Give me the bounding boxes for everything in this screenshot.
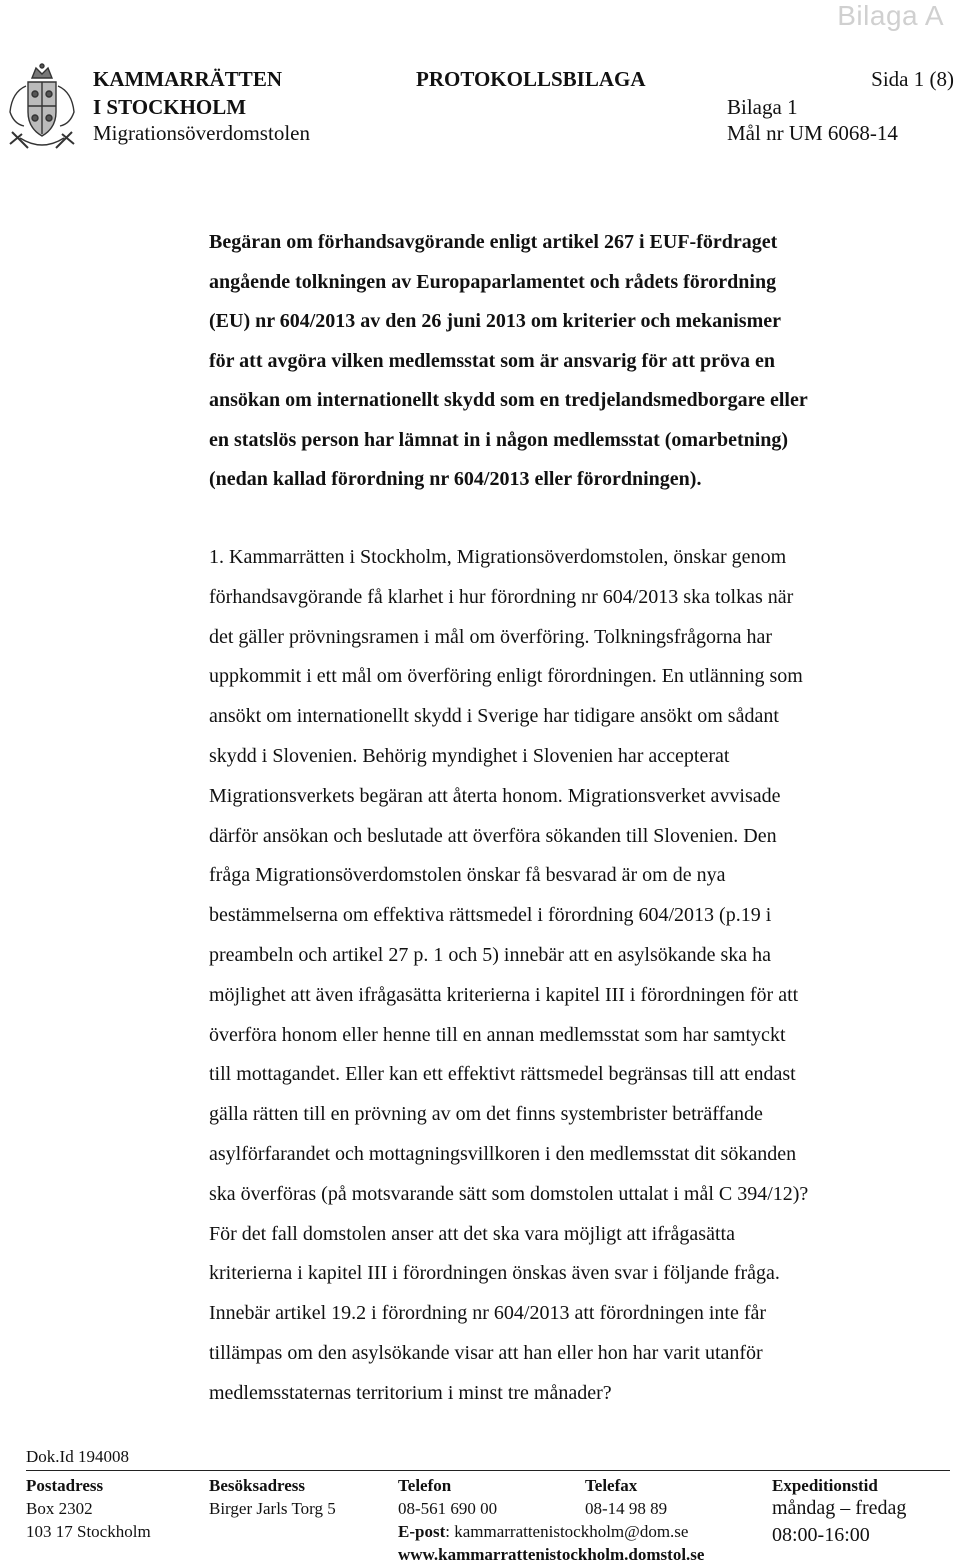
court-city: I STOCKHOLM bbox=[93, 95, 247, 119]
body-line: fråga Migrationsöverdomstolen önskar få besvarad är om de nya bbox=[209, 864, 726, 887]
body-line: överföra honom eller henne till en annan medlemsstat som har samtyckt bbox=[209, 1023, 786, 1046]
body-line: förhandsavgörande få klarhet i hur förordning nr 604/2013 ska tolkas när bbox=[209, 585, 794, 608]
body-line: asylförfarandet och mottagningsvillkoren i den medlemsstat dit sökanden bbox=[209, 1142, 797, 1165]
court-division: Migrationsöverdomstolen bbox=[93, 121, 310, 145]
body-line: gälla rätten till en prövning av om det finns systembrister beträffande bbox=[209, 1103, 763, 1126]
expeditionstid-days: måndag – fredag bbox=[772, 1497, 907, 1519]
expeditionstid-hours: 08:00-16:00 bbox=[772, 1524, 870, 1546]
body-line: För det fall domstolen anser att det ska vara möjligt att ifrågasätta bbox=[209, 1222, 735, 1245]
page-number: Sida 1 (8) bbox=[871, 67, 954, 91]
case-number: Mål nr UM 6068-14 bbox=[727, 121, 898, 145]
body-line: ska överföras (på motsvarande sätt som domstolen uttalat i mål C 394/12)? bbox=[209, 1182, 809, 1205]
body-line: bestämmelserna om effektiva rättsmedel i förordning 604/2013 (p.19 i bbox=[209, 904, 772, 927]
besoksadress-value: Birger Jarls Torg 5 bbox=[209, 1499, 336, 1518]
telefon-value: 08-561 690 00 bbox=[398, 1499, 498, 1518]
footer-divider bbox=[26, 1470, 950, 1471]
telefax-value: 08-14 98 89 bbox=[585, 1499, 668, 1518]
coat-of-arms-logo bbox=[2, 62, 82, 154]
postadress-label: Postadress bbox=[26, 1476, 104, 1495]
body-line: skydd i Slovenien. Behörig myndighet i Slovenien har accepterat bbox=[209, 744, 730, 767]
title-line: angående tolkningen av Europaparlamentet och rådets förordning bbox=[209, 270, 777, 293]
besoksadress-label: Besöksadress bbox=[209, 1476, 306, 1495]
body-line: preambeln och artikel 27 p. 1 och 5) innebär att en asylsökande ska ha bbox=[209, 943, 772, 966]
telefax-label: Telefax bbox=[585, 1476, 638, 1495]
body-line: Innebär artikel 19.2 i förordning nr 604/2013 att förordningen inte får bbox=[209, 1302, 767, 1325]
document-id: Dok.Id 194008 bbox=[26, 1447, 129, 1466]
body-line: därför ansökan och beslutade att överföra sökanden till Slovenien. Den bbox=[209, 824, 777, 847]
body-line: 1. Kammarrätten i Stockholm, Migrationsöverdomstolen, önskar genom bbox=[209, 546, 787, 568]
body-line: kriterierna i kapitel III i förordningen önskas även svar i följande fråga. bbox=[209, 1262, 780, 1285]
website-link[interactable]: www.kammarrattenistockholm.domstol.se bbox=[398, 1545, 705, 1564]
title-line: (EU) nr 604/2013 av den 26 juni 2013 om kriterier och mekanismer bbox=[209, 310, 782, 332]
email-value[interactable]: : kammarrattenistockholm@dom.se bbox=[445, 1522, 689, 1541]
document-title bbox=[209, 223, 909, 500]
body-paragraph bbox=[209, 538, 929, 1414]
body-line: tillämpas om den asylsökande visar att han eller hon har varit utanför bbox=[209, 1341, 763, 1364]
body-line: det gäller prövningsramen i mål om överföring. Tolkningsfrågorna har bbox=[209, 625, 773, 648]
body-line: Migrationsverkets begäran att återta honom. Migrationsverket avvisade bbox=[209, 784, 781, 807]
body-line: till mottagandet. Eller kan ett effektivt rättsmedel begränsas till att endast bbox=[209, 1063, 796, 1086]
appendix-label: Bilaga 1 bbox=[727, 95, 798, 119]
title-line: för att avgöra vilken medlemsstat som är ansvarig för att pröva en bbox=[209, 349, 776, 372]
expeditionstid-label: Expeditionstid bbox=[772, 1476, 878, 1495]
document-type: PROTOKOLLSBILAGA bbox=[416, 67, 646, 91]
postadress-line1: Box 2302 bbox=[26, 1499, 93, 1518]
body-line: medlemsstaternas territorium i minst tre månader? bbox=[209, 1381, 612, 1404]
email-line bbox=[398, 1522, 688, 1542]
body-line: möjlighet att även ifrågasätta kriterierna i kapitel III i förordningen för att bbox=[209, 983, 799, 1006]
watermark-bilaga: Bilaga A bbox=[837, 0, 944, 31]
title-line: ansökan om internationellt skydd som en tredjelandsmedborgare eller bbox=[209, 389, 808, 411]
court-name: KAMMARRÄTTEN bbox=[93, 67, 282, 91]
email-label: E-post bbox=[398, 1522, 446, 1541]
body-line: uppkommit i ett mål om överföring enligt förordningen. En utlänning som bbox=[209, 665, 803, 688]
body-line: ansökt om internationellt skydd i Sverige har tidigare ansökt om sådant bbox=[209, 705, 779, 728]
title-line: en statslös person har lämnat in i någon medlemsstat (omarbetning) bbox=[209, 428, 789, 451]
title-line: Begäran om förhandsavgörande enligt artikel 267 i EUF-fördraget bbox=[209, 231, 778, 253]
postadress-line2: 103 17 Stockholm bbox=[26, 1522, 151, 1541]
title-line: (nedan kallad förordning nr 604/2013 eller förordningen). bbox=[209, 468, 702, 490]
telefon-label: Telefon bbox=[398, 1476, 452, 1495]
